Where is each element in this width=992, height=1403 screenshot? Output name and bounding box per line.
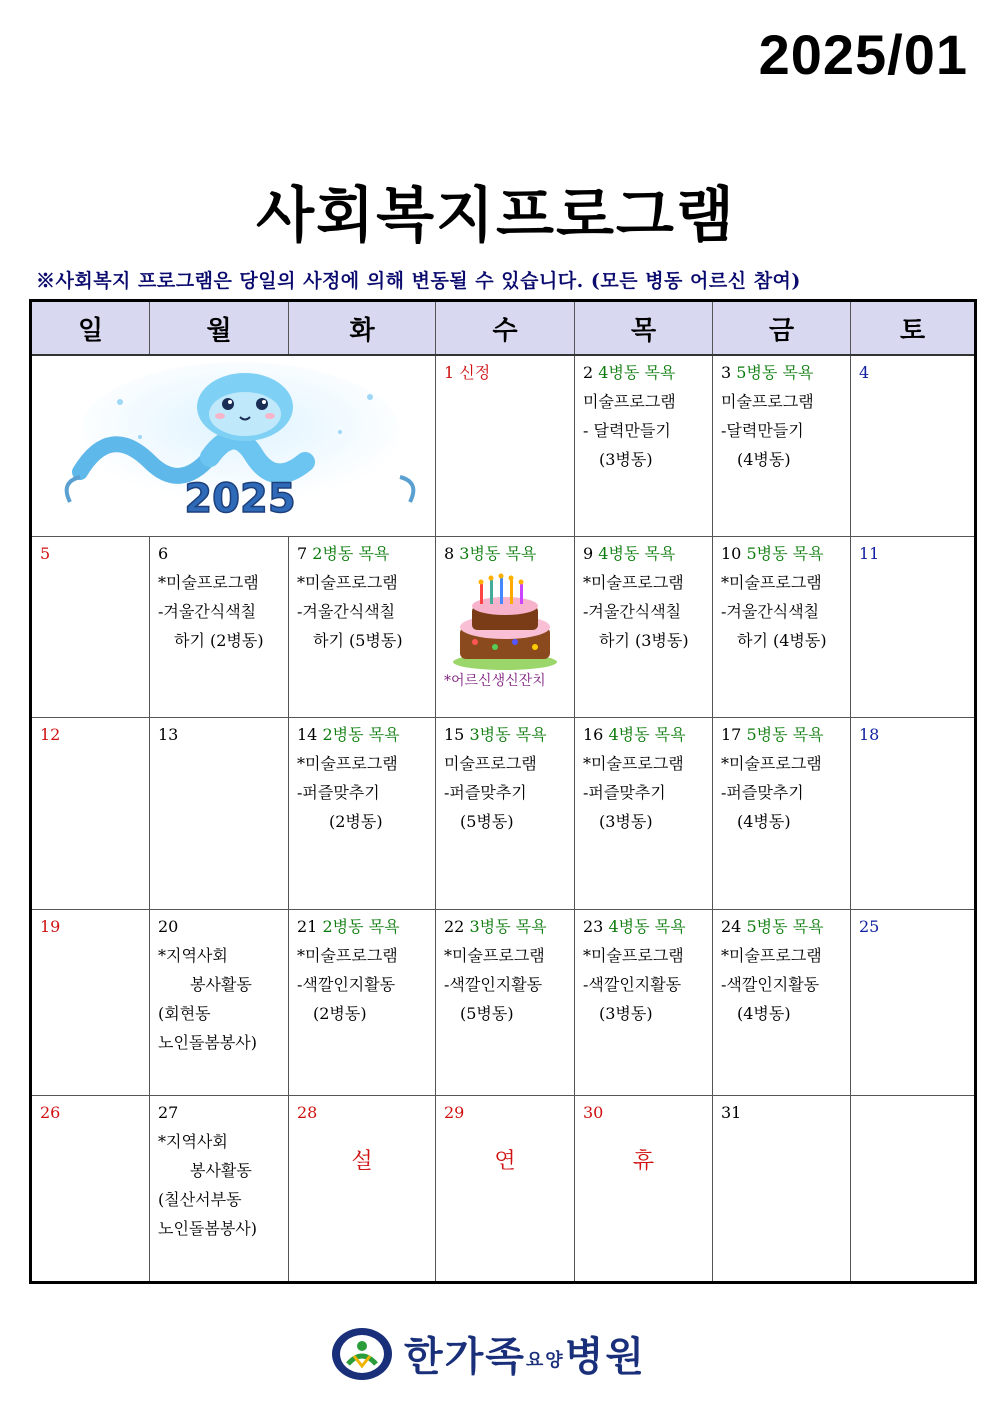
program-line: -겨울간식색칠 [721,602,820,621]
day-cell-13 [150,718,289,910]
program-line: -색깔인지활동 [297,975,396,994]
bath-schedule: 3병동 목욕 [469,917,547,936]
notice-text: ※사회복지 프로그램은 당일의 사정에 의해 변동될 수 있습니다. (모든 병동 어르신 참여) [36,270,801,292]
program-line: (5병동) [460,1004,514,1023]
day-number: 28 [297,1103,318,1122]
program-line: (회현동 [158,1004,211,1023]
hospital-name-part: 한가족 [404,1334,526,1380]
day-number: 20 [158,917,179,936]
program-line: (3병동) [599,1004,653,1023]
program-line: *미술프로그램 [721,573,822,592]
hospital-name-mid: 요양 [525,1350,565,1371]
day-number: 25 [859,917,880,936]
program-line: (3병동) [599,812,653,831]
day-cell-3 [713,355,851,537]
program-line: 미술프로그램 [444,754,537,773]
hospital-name [404,1325,646,1382]
day-number: 30 [583,1103,604,1122]
program-line: -겨울간식색칠 [297,602,396,621]
weekday-sat: 토 [851,301,976,356]
day-number: 5 [40,544,51,563]
bath-schedule: 5병동 목욕 [746,544,824,563]
bath-schedule: 3병동 목욕 [459,544,537,563]
bath-schedule: 5병동 목욕 [746,917,824,936]
snake-2025-illustration [40,362,440,527]
weekday-header-row [31,301,976,356]
day-cell-29 [436,1096,575,1283]
program-line: -퍼즐맞추기 [583,783,666,802]
day-number: 15 [444,725,465,744]
day-cell-1 [436,355,575,537]
program-line: -퍼즐맞추기 [721,783,804,802]
day-number: 18 [859,725,880,744]
program-line: -퍼즐맞추기 [297,783,380,802]
program-line: 봉사활동 [190,975,252,994]
weekday-wed: 수 [436,301,575,356]
day-cell-2 [575,355,713,537]
calendar-table [29,299,977,1284]
program-line: -퍼즐맞추기 [444,783,527,802]
page-title: 사회복지프로그램 [256,181,736,251]
day-number: 17 [721,725,742,744]
day-number: 23 [583,917,604,936]
bath-schedule: 4병동 목욕 [608,725,686,744]
snake-year-text: 2025 [184,476,296,522]
bath-schedule: 2병동 목욕 [322,917,400,936]
program-line: - 달력만들기 [583,421,671,440]
program-line: *미술프로그램 [583,946,684,965]
day-cell-4 [851,355,976,537]
day-number: 29 [444,1103,465,1122]
day-cell-6 [150,537,289,718]
program-line: (4병동) [737,450,791,469]
program-line: 하기 (4병동) [737,631,827,650]
holiday-note: 신정 [459,363,491,382]
bath-schedule: 4병동 목욕 [608,917,686,936]
day-cell-28 [289,1096,436,1283]
day-cell-12 [31,718,150,910]
program-line: 봉사활동 [190,1161,252,1180]
program-line: -달력만들기 [721,421,804,440]
holiday-label: 연 [494,1149,516,1174]
program-line: -색깔인지활동 [583,975,682,994]
snake-2025-image-cell [31,355,436,537]
program-line: *지역사회 [158,946,228,965]
day-cell-15 [436,718,575,910]
day-number: 14 [297,725,318,744]
program-line: -색깔인지활동 [721,975,820,994]
day-cell-19 [31,910,150,1096]
day-number: 24 [721,917,742,936]
day-number: 27 [158,1103,179,1122]
bath-schedule: 2병동 목욕 [312,544,390,563]
day-cell-7 [289,537,436,718]
bath-schedule: 5병동 목욕 [736,363,814,382]
day-number: 6 [158,544,169,563]
hospital-emblem-icon [330,1326,394,1382]
program-line: (칠산서부동 [158,1190,242,1209]
program-line: 노인돌봄봉사) [158,1033,257,1052]
day-number: 21 [297,917,318,936]
day-cell-26 [31,1096,150,1283]
day-cell-27 [150,1096,289,1283]
week-row-3 [31,718,976,910]
day-number: 26 [40,1103,61,1122]
day-number: 8 [444,544,455,563]
program-line: 하기 (5병동) [313,631,403,650]
day-number: 19 [40,917,61,936]
day-cell-20 [150,910,289,1096]
day-cell-9 [575,537,713,718]
day-cell-11 [851,537,976,718]
calendar-month: 2025/01 [758,23,968,86]
weekday-thu: 목 [575,301,713,356]
day-cell-8 [436,537,575,718]
day-cell-21 [289,910,436,1096]
program-line: (5병동) [460,812,514,831]
program-line: *미술프로그램 [583,573,684,592]
program-line: -색깔인지활동 [444,975,543,994]
day-cell-17 [713,718,851,910]
day-number: 1 [444,363,455,382]
day-cell-25 [851,910,976,1096]
day-cell-14 [289,718,436,910]
day-cell-23 [575,910,713,1096]
bath-schedule: 3병동 목욕 [469,725,547,744]
weekday-mon: 월 [150,301,289,356]
empty-cell [851,1096,976,1283]
day-number: 31 [721,1103,742,1122]
program-line: *미술프로그램 [297,754,398,773]
program-line: 노인돌봄봉사) [158,1219,257,1238]
day-cell-24 [713,910,851,1096]
program-line: *미술프로그램 [721,754,822,773]
day-cell-31 [713,1096,851,1283]
day-cell-18 [851,718,976,910]
program-line: (2병동) [313,1004,367,1023]
program-line: 하기 (3병동) [599,631,689,650]
day-number: 7 [297,544,308,563]
weekday-sun: 일 [31,301,150,356]
weekday-tue: 화 [289,301,436,356]
week-row-1 [31,355,976,537]
birthday-party-caption: *어르신생신잔치 [444,673,546,689]
program-line: 미술프로그램 [583,392,676,411]
bath-schedule: 4병동 목욕 [598,544,676,563]
program-line: *지역사회 [158,1132,228,1151]
program-line: -겨울간식색칠 [158,602,257,621]
day-number: 2 [583,363,594,382]
program-line: *미술프로그램 [583,754,684,773]
program-line: *미술프로그램 [158,573,259,592]
day-number: 3 [721,363,732,382]
hospital-name-suffix: 병원 [564,1334,646,1380]
day-number: 11 [859,544,880,563]
birthday-cake-illustration [450,572,560,672]
day-cell-10 [713,537,851,718]
day-number: 4 [859,363,870,382]
program-line: (3병동) [599,450,653,469]
program-line: (4병동) [737,1004,791,1023]
day-number: 9 [583,544,594,563]
day-cell-5 [31,537,150,718]
holiday-label: 설 [351,1149,373,1174]
program-line: *미술프로그램 [297,946,398,965]
day-cell-16 [575,718,713,910]
bath-schedule: 2병동 목욕 [322,725,400,744]
program-line: *미술프로그램 [444,946,545,965]
program-line: (2병동) [329,812,383,831]
program-line: *미술프로그램 [721,946,822,965]
day-number: 10 [721,544,742,563]
weekday-fri: 금 [713,301,851,356]
day-cell-22 [436,910,575,1096]
day-number: 12 [40,725,61,744]
week-row-5 [31,1096,976,1283]
program-line: 미술프로그램 [721,392,814,411]
program-line: 하기 (2병동) [174,631,264,650]
bath-schedule: 5병동 목욕 [746,725,824,744]
program-line: *미술프로그램 [297,573,398,592]
day-cell-30 [575,1096,713,1283]
day-number: 22 [444,917,465,936]
bath-schedule: 4병동 목욕 [598,363,676,382]
program-line: (4병동) [737,812,791,831]
week-row-4 [31,910,976,1096]
day-number: 13 [158,725,179,744]
week-row-2 [31,537,976,718]
hospital-logo [330,1325,646,1382]
program-line: -겨울간식색칠 [583,602,682,621]
holiday-label: 휴 [632,1149,655,1174]
day-number: 16 [583,725,604,744]
